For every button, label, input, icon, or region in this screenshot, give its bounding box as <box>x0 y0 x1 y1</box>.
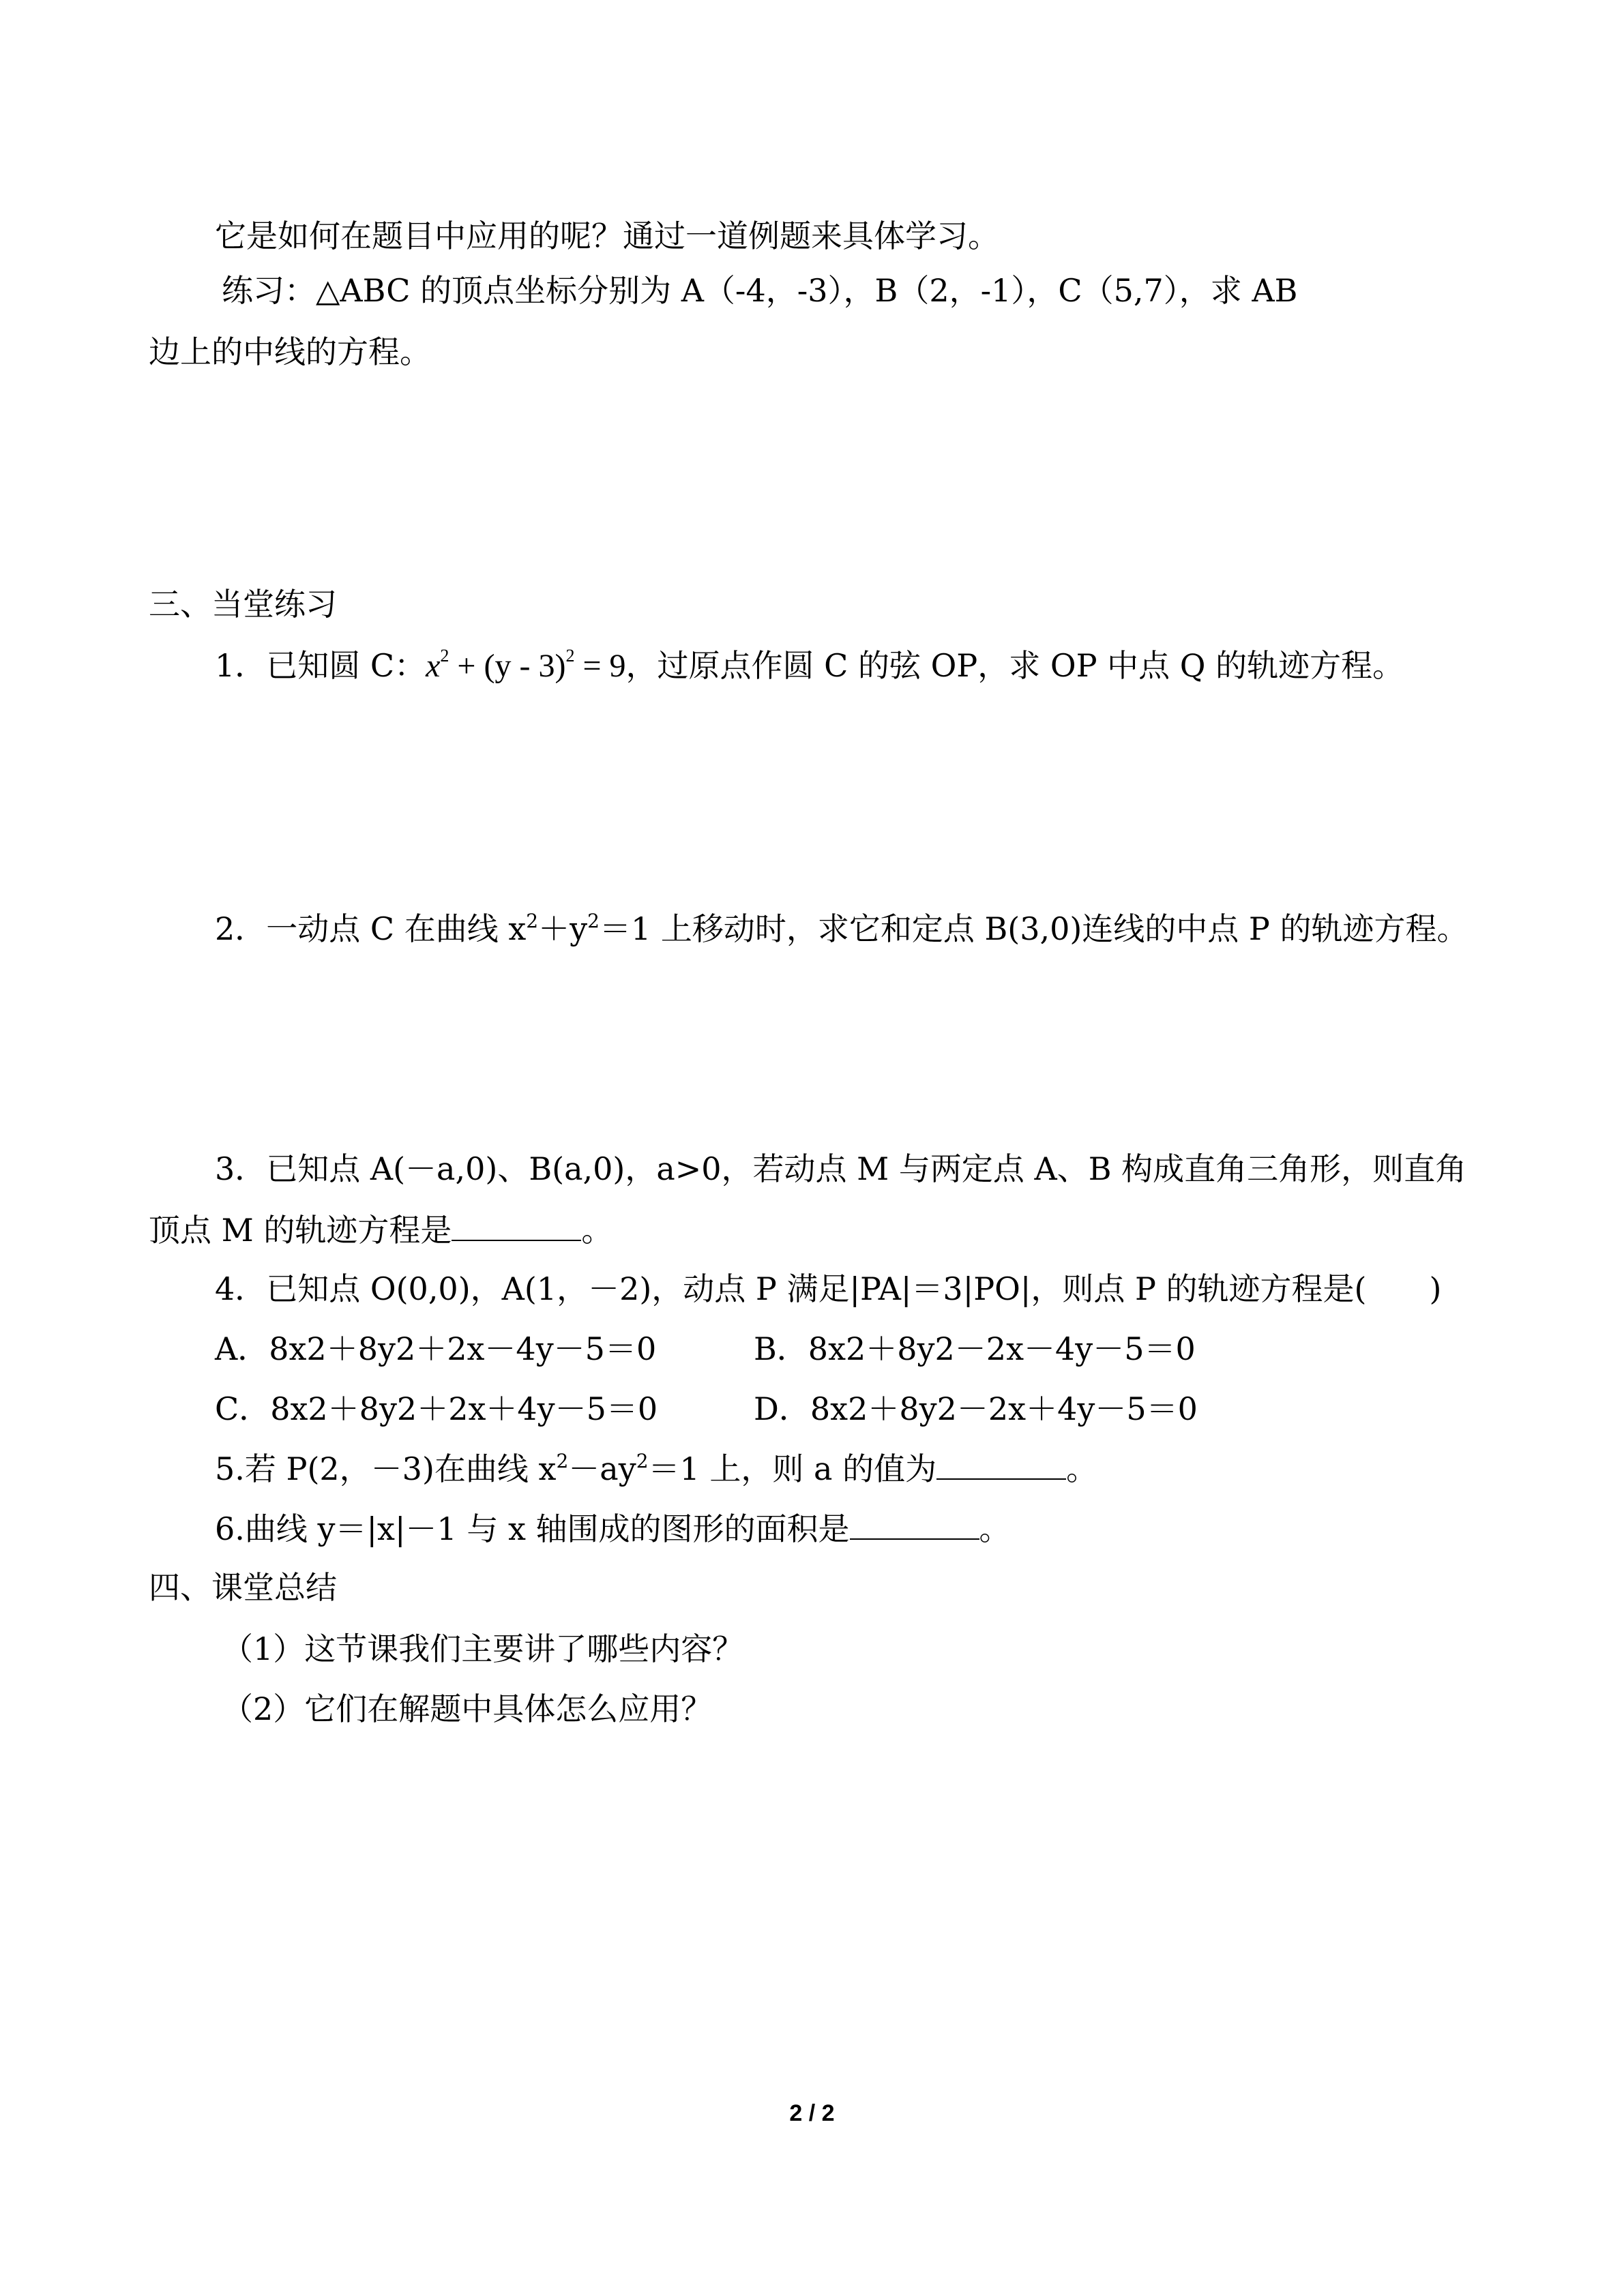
circle-equation: $x^2 + (y - 3)^2 = 9$ <box>426 646 626 684</box>
question-4-option-b: B．8x2＋8y2－2x－4y－5＝0 <box>754 1330 1196 1367</box>
summary-question-1: （1）这节课我们主要讲了哪些内容？ <box>222 1630 744 1667</box>
question-4-option-c: C．8x2＋8y2＋2x＋4y－5＝0 <box>215 1390 658 1427</box>
summary-question-2: （2）它们在解题中具体怎么应用？ <box>222 1690 713 1727</box>
question-3-continued: 顶点 M 的轨迹方程是 。 <box>149 1212 613 1249</box>
practice-text-continued: 边上的中线的方程。 <box>149 333 431 370</box>
question-5: 5.若 P(2，－3)在曲线 $x^2-ay^2=1$ 上，则 a 的值为 。 <box>215 1450 1098 1487</box>
answer-blank <box>850 1511 979 1540</box>
question-3: 3．已知点 A(－a,0)、B(a,0)，a>0，若动点 M 与两定点 A、B 构成直角三角形，则直角 <box>215 1150 1467 1187</box>
answer-blank <box>936 1451 1066 1480</box>
practice-text: 练习：△ABC 的顶点坐标分别为 A（-4，-3），B（2，-1），C（5,7），求 AB <box>222 272 1298 309</box>
answer-blank <box>452 1212 581 1241</box>
question-6: 6.曲线 y＝|x|－1 与 x 轴围成的图形的面积是 。 <box>215 1510 1011 1547</box>
section-3-heading: 三、当堂练习 <box>149 586 337 623</box>
section-4-heading: 四、课堂总结 <box>149 1569 337 1606</box>
question-1: 1．已知圆 C：$x^2 + (y - 3)^2 = 9$，过原点作圆 C 的弦 OP，求 OP 中点 Q 的轨迹方程。 <box>215 646 1404 684</box>
question-2: 2．一动点 C 在曲线 $x^2+y^2=1$ 上移动时，求它和定点 B(3,0)连线的中点 P 的轨迹方程。 <box>215 910 1468 947</box>
intro-text: 它是如何在题目中应用的呢？通过一道例题来具体学习。 <box>215 218 999 254</box>
question-4-option-a: A．8x2＋8y2＋2x－4y－5＝0 <box>215 1330 657 1367</box>
question-4: 4．已知点 O(0,0)，A(1，－2)，动点 P 满足|PA|＝3|PO|，则点 P 的轨迹方程是( ) <box>215 1270 1442 1307</box>
page-number: 2 / 2 <box>789 2100 835 2126</box>
question-4-option-d: D．8x2＋8y2－2x＋4y－5＝0 <box>754 1390 1198 1427</box>
